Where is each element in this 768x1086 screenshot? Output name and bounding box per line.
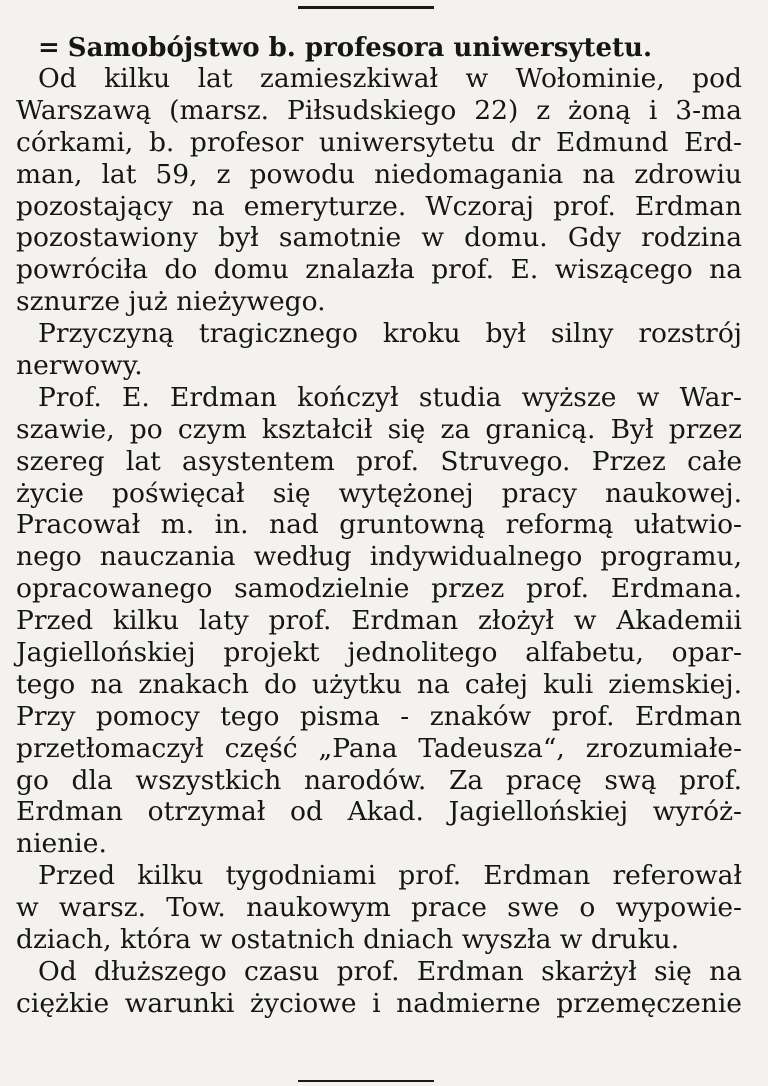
article-line: przetłomaczył część „Pana Tadeusza“, zrozumiałe- — [16, 732, 742, 764]
article-line: Od dłuższego czasu prof. Erdman skarżył się na — [38, 955, 742, 987]
article-body — [16, 63, 742, 1020]
article-line: tego na znakach do użytku na całej kuli ziemskiej. — [16, 668, 742, 700]
article-headline — [38, 32, 738, 64]
article-line: Przyczyną tragicznego kroku był silny rozstrój — [38, 318, 742, 350]
article-line: Od kilku lat zamieszkiwał w Wołominie, pod — [38, 63, 742, 94]
article-line: Przy pomocy tego pisma - znaków prof. Erdman — [16, 700, 742, 732]
article-line: pozostawiony był samotnie w domu. Gdy rodzina — [16, 222, 742, 254]
headline-mark: = — [38, 33, 60, 63]
article-line: nerwowy. — [16, 350, 143, 382]
article-line: Prof. E. Erdman kończył studia wyższe w War- — [38, 381, 742, 413]
article-line: dziach, która w ostatnich dniach wyszła w druku. — [16, 924, 680, 956]
article-line: Erdman otrzymał od Akad. Jagiellońskiej wyróż- — [16, 796, 742, 828]
article-line: nienie. — [16, 828, 107, 860]
article-line: szawie, po czym kształcił się za granicą. Był przez — [16, 413, 742, 445]
article-line: szereg lat asystentem prof. Struvego. Przez całe — [16, 445, 742, 477]
headline-text: Samobójstwo b. profesora uniwersytetu. — [67, 33, 652, 63]
article-line: go dla wszystkich narodów. Za pracę swą prof. — [16, 764, 742, 796]
article-line: Pracował m. in. nad gruntowną reformą ułatwio- — [16, 509, 742, 541]
article-line: sznurze już nieżywego. — [16, 286, 326, 318]
article-line: ciężkie warunki życiowe i nadmierne przemęczenie — [16, 987, 742, 1019]
article-line: Przed kilku tygodniami prof. Erdman referował — [38, 860, 742, 892]
article-line: nego nauczania według indywidualnego programu, — [16, 541, 742, 573]
article-line: Przed kilku laty prof. Erdman złożył w Akademii — [16, 605, 742, 637]
article-line: życie poświęcał się wytężonej pracy naukowej. — [16, 477, 742, 509]
article-line: man, lat 59, z powodu niedomagania na zdrowiu — [16, 158, 742, 190]
article-line: opracowanego samodzielnie przez prof. Erdmana. — [16, 573, 742, 605]
article-line: pozostający na emeryturze. Wczoraj prof. Erdman — [16, 190, 742, 222]
article-line: powróciła do domu znalazła prof. E. wiszącego na — [16, 254, 742, 286]
article-line: Warszawą (marsz. Piłsudskiego 22) z żoną i 3-ma — [16, 94, 742, 126]
top-divider — [298, 6, 434, 9]
article-line: córkami, b. profesor uniwersytetu dr Edmund Erd- — [16, 126, 742, 158]
article-line: w warsz. Tow. naukowym prace swe o wypowie- — [16, 892, 742, 924]
bottom-divider — [298, 1080, 434, 1082]
article-line: Jagiellońskiej projekt jednolitego alfabetu, opar- — [16, 637, 742, 669]
